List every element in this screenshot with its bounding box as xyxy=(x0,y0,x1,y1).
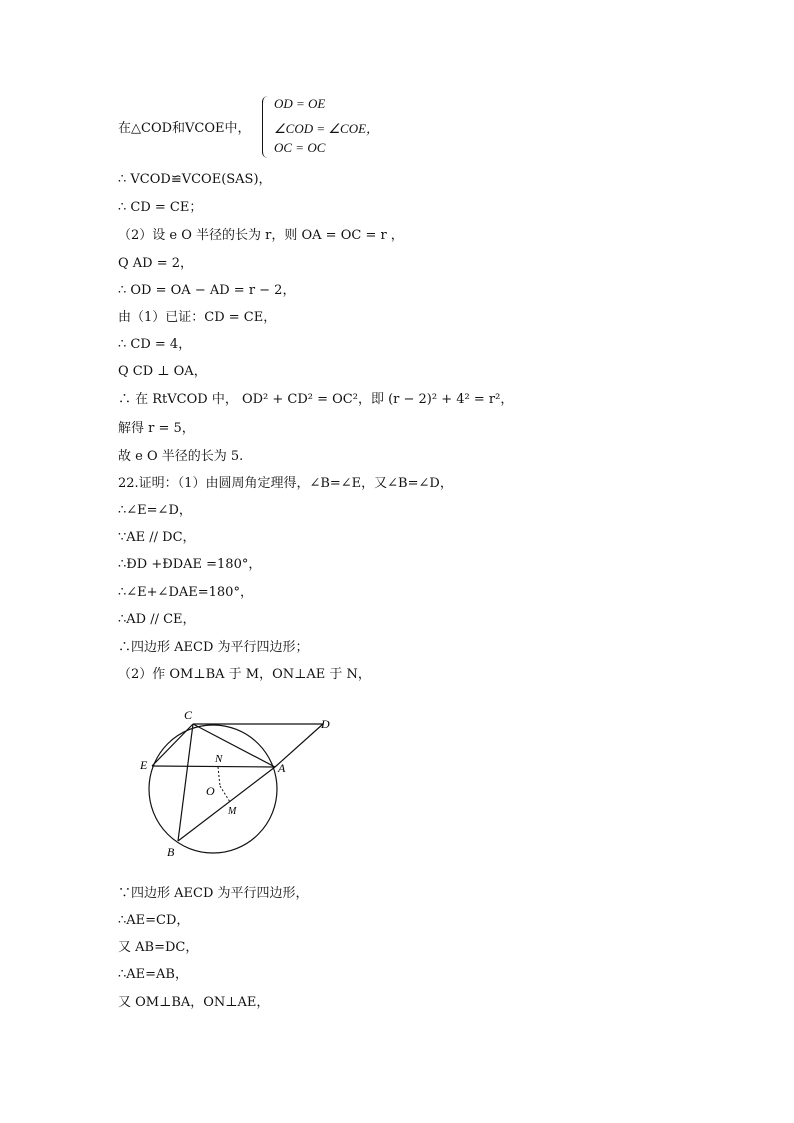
label-o: O xyxy=(206,784,215,798)
label-e: E xyxy=(140,758,148,772)
text-line-1: 在△COD和VCOE中， xyxy=(118,121,251,136)
text-line-16: ∴ÐD +ÐDAE =180°， xyxy=(118,557,262,572)
system-row-1: OD = OE xyxy=(274,96,326,111)
text-line-19: ∴四边形 AECD 为平行四边形； xyxy=(118,640,309,655)
text-line-23: 又 AB=DC， xyxy=(118,940,199,955)
segment-om xyxy=(220,786,230,802)
system-row-3: OC = OC xyxy=(274,140,326,155)
segment-cb xyxy=(178,724,193,841)
text-line-10: ∴ 在 RtVCOD 中， OD² + CD² = OC²，即 (r − 2)² + 4² = r²， xyxy=(118,392,514,407)
segment-ba xyxy=(178,767,275,841)
equation-system xyxy=(266,96,396,158)
text-line-17: ∴∠E+∠DAE=180°， xyxy=(118,585,253,600)
text-line-18: ∴AD // CE， xyxy=(118,612,196,627)
segment-ea xyxy=(152,766,275,767)
geometry-figure xyxy=(136,702,346,862)
text-line-8: ∴ CD = 4， xyxy=(118,337,192,352)
text-line-25: 又 OM⊥BA，ON⊥AE， xyxy=(118,995,270,1010)
system-row-2: ∠COD = ∠COE， xyxy=(274,121,380,136)
text-line-2: ∴ VCOD≌VCOE(SAS)， xyxy=(118,172,272,187)
label-a: A xyxy=(278,761,286,775)
text-line-5: Q AD = 2， xyxy=(118,256,194,271)
label-m: M xyxy=(228,806,237,817)
text-line-24: ∴AE=AB， xyxy=(118,967,188,982)
text-line-20: （2）作 OM⊥BA 于 M，ON⊥AE 于 N， xyxy=(118,667,371,682)
text-line-14: ∴∠E=∠D， xyxy=(118,503,192,518)
segment-ce xyxy=(152,724,193,766)
label-c: C xyxy=(184,708,193,722)
label-b: B xyxy=(167,845,175,859)
text-line-21: ∵四边形 AECD 为平行四边形， xyxy=(118,886,309,901)
text-line-3: ∴ CD = CE； xyxy=(118,200,203,215)
segment-on xyxy=(218,767,220,786)
text-line-12: 故 e O 半径的长为 5. xyxy=(118,449,244,464)
text-line-22: ∴AE=CD， xyxy=(118,913,190,928)
text-line-15: ∵AE // DC， xyxy=(118,530,196,545)
label-n: N xyxy=(215,753,223,765)
text-line-11: 解得 r = 5， xyxy=(118,421,195,436)
text-line-13: 22.证明：（1）由圆周角定理得，∠B=∠E，又∠B=∠D， xyxy=(118,476,453,491)
label-d: D xyxy=(321,717,330,731)
text-line-9: Q CD ⊥ OA， xyxy=(118,364,207,379)
text-line-4: （2）设 e O 半径的长为 r，则 OA = OC = r ， xyxy=(118,228,404,243)
segment-ca xyxy=(193,724,275,767)
text-line-6: ∴ OD = OA − AD = r − 2， xyxy=(118,283,296,298)
text-line-7: 由（1）已证：CD = CE， xyxy=(118,310,277,325)
